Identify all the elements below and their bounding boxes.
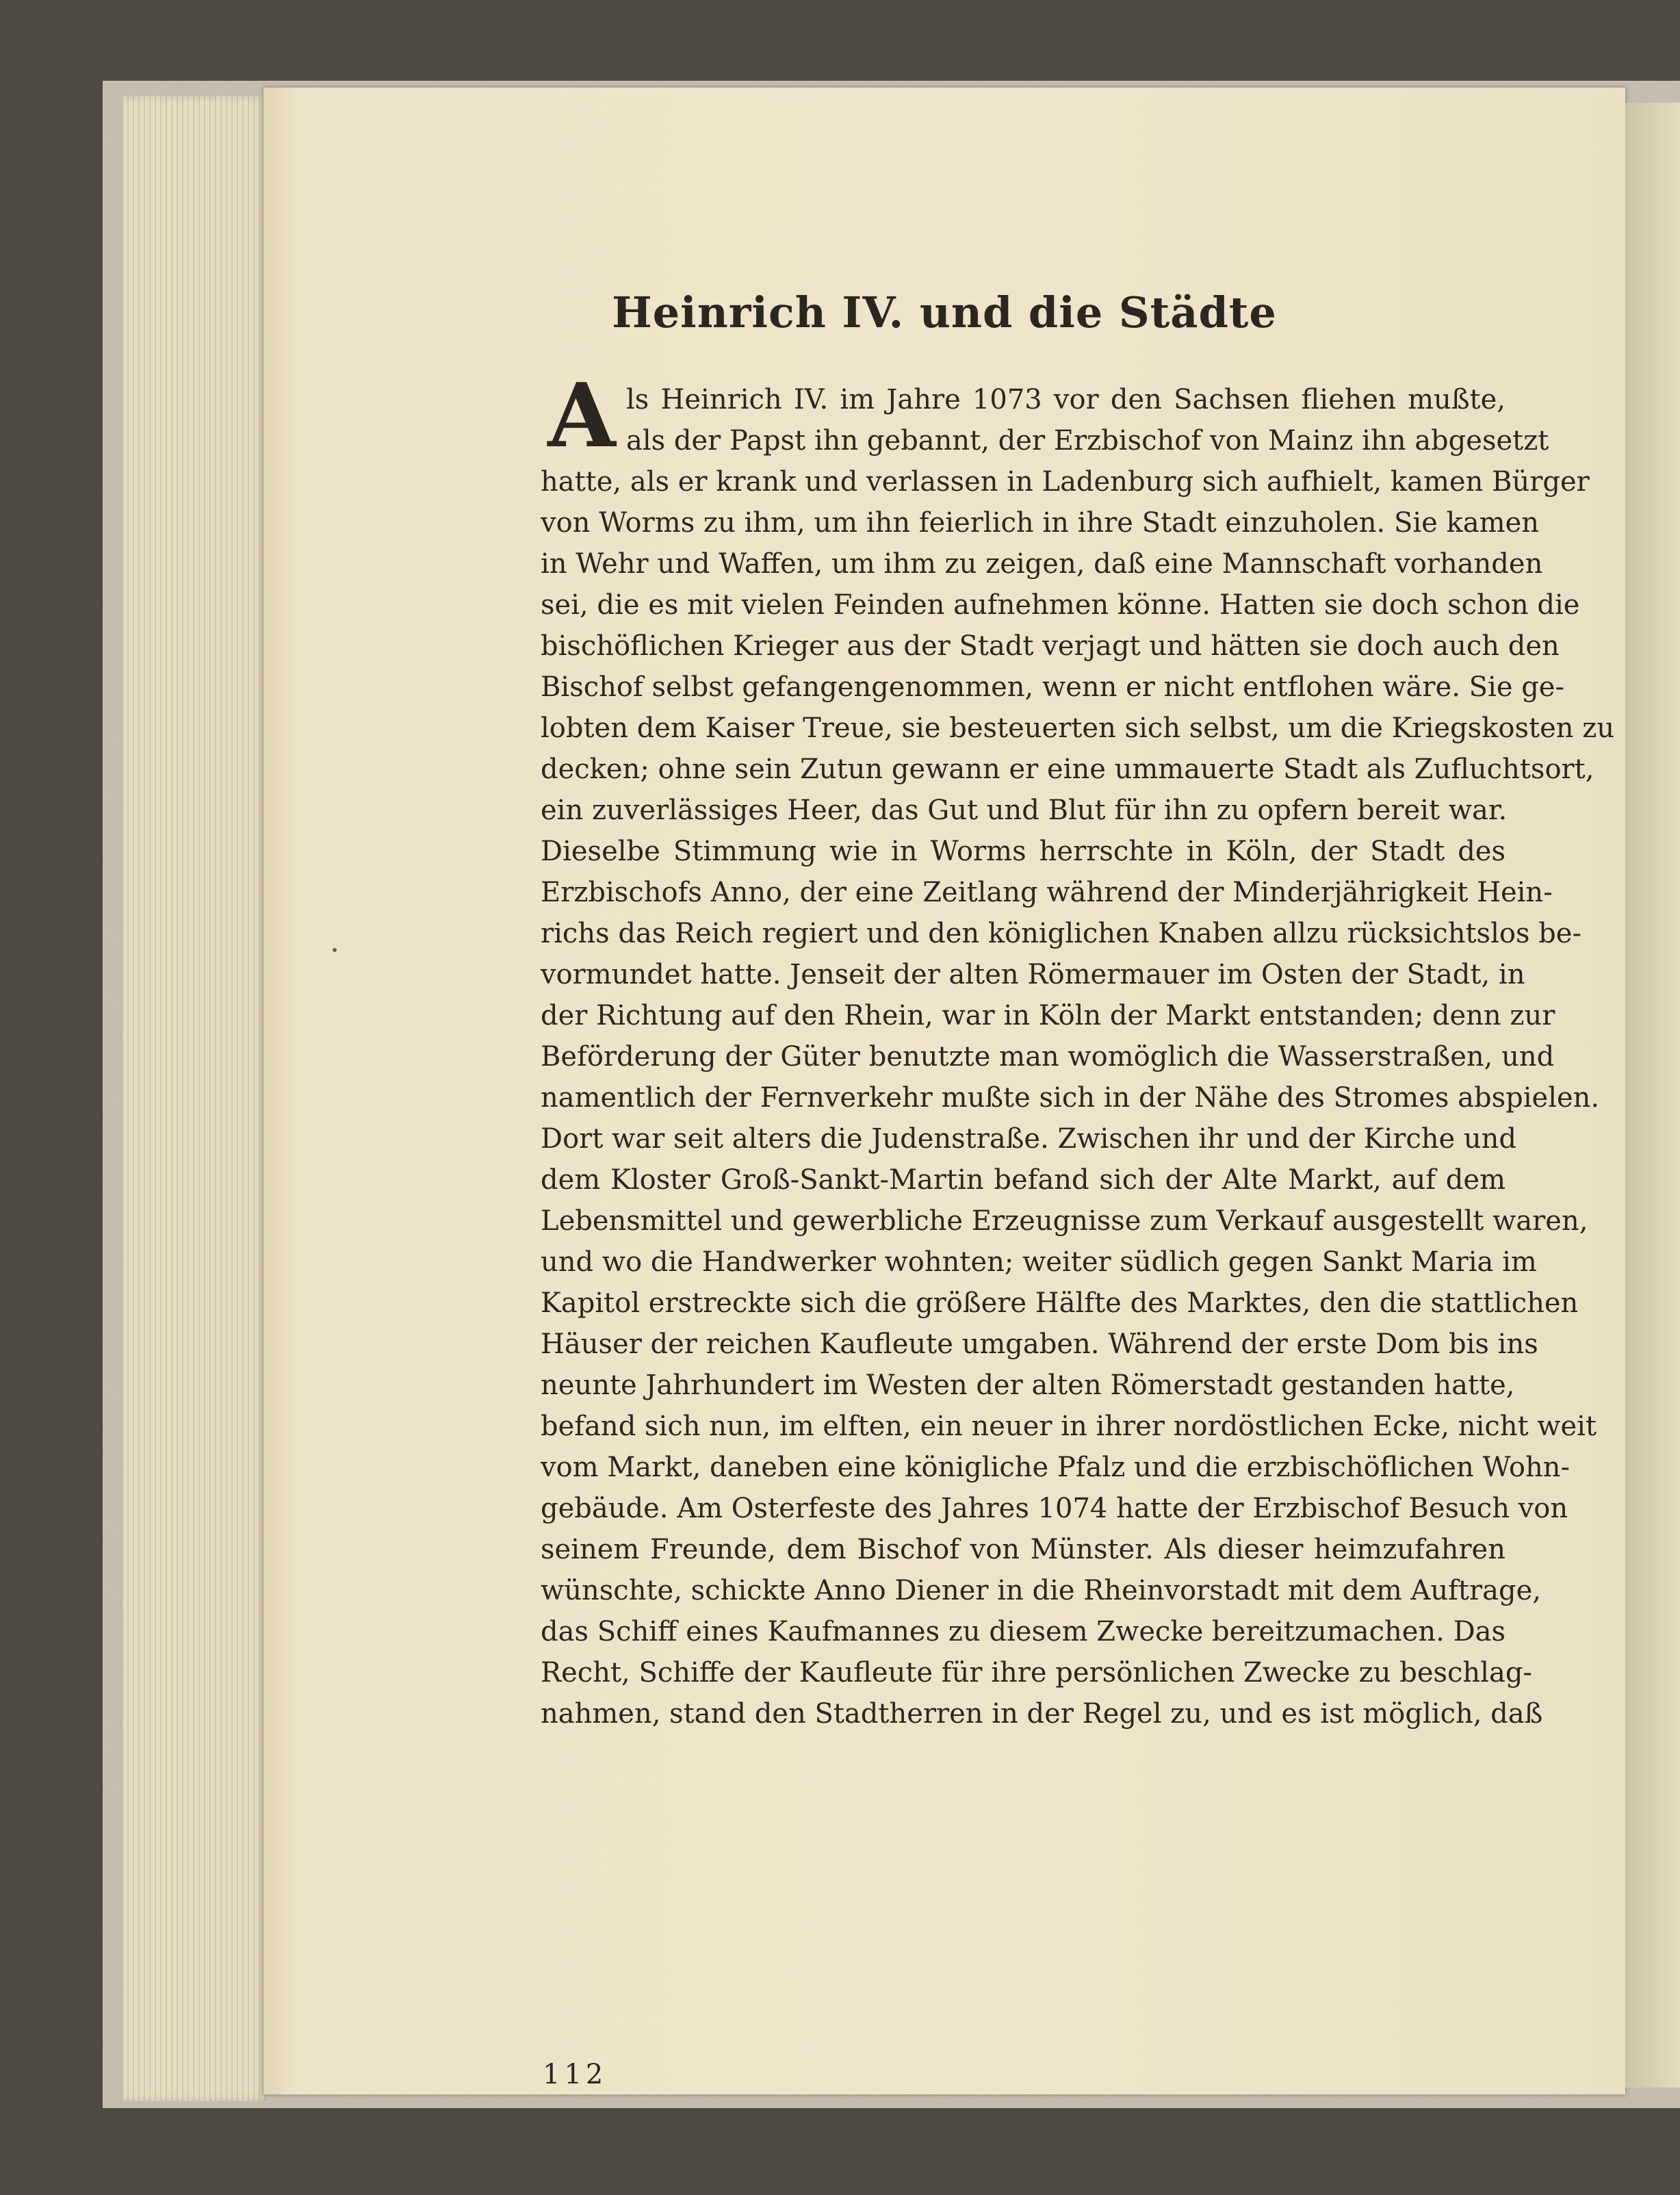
text-line: Häuser der reichen Kaufleute umgaben. Während der erste Dom bis ins bbox=[541, 1328, 1538, 1360]
text-line: neunte Jahrhundert im Westen der alten Römerstadt gestanden hatte, bbox=[541, 1370, 1515, 1401]
text-line: hatte, als er krank und verlassen in Ladenburg sich aufhielt, kamen Bürger bbox=[541, 466, 1590, 498]
text-line: decken; ohne sein Zutun gewann er eine ummauerte Stadt als Zufluchtsort, bbox=[541, 754, 1594, 785]
page-number: 112 bbox=[543, 2059, 608, 2090]
text-line: ein zuverlässiges Heer, das Gut und Blut für ihn zu opfern bereit war. bbox=[541, 795, 1508, 826]
text-line: dem Kloster Groß-Sankt-Martin befand sich der Alte Markt, auf dem bbox=[541, 1164, 1505, 1196]
text-line: Kapitol erstreckte sich die größere Hälfte des Marktes, den die stattlichen bbox=[541, 1287, 1579, 1319]
text-line: vormundet hatte. Jenseit der alten Römermauer im Osten der Stadt, in bbox=[541, 959, 1525, 990]
chapter-title: Heinrich IV. und die Städte bbox=[612, 287, 1277, 337]
text-line: Lebensmittel und gewerbliche Erzeugnisse zum Verkauf ausgestellt waren, bbox=[541, 1205, 1588, 1237]
text-line: Beförderung der Güter benutzte man womöglich die Wasserstraßen, und bbox=[541, 1041, 1555, 1073]
text-line: befand sich nun, im elften, ein neuer in ihrer nordöstlichen Ecke, nicht weit bbox=[541, 1411, 1597, 1442]
text-line: der Richtung auf den Rhein, war in Köln der Markt entstanden; denn zur bbox=[541, 1000, 1555, 1031]
text-line: gebäude. Am Osterfeste des Jahres 1074 hatte der Erzbischof Besuch von bbox=[541, 1493, 1568, 1524]
text-line: Recht, Schiffe der Kaufleute für ihre persönlichen Zwecke zu beschlag- bbox=[541, 1657, 1532, 1689]
text-line: Dort war seit alters die Judenstraße. Zwischen ihr und der Kirche und bbox=[541, 1123, 1517, 1155]
text-line: wünschte, schickte Anno Diener in die Rheinvorstadt mit dem Auftrage, bbox=[541, 1575, 1541, 1606]
text-line: Dieselbe Stimmung wie in Worms herrschte in Köln, der Stadt des bbox=[541, 836, 1505, 867]
text-line: von Worms zu ihm, um ihn feierlich in ihre Stadt einzuholen. Sie kamen bbox=[541, 507, 1540, 539]
text-line: richs das Reich regiert und den königlichen Knaben allzu rücksichtslos be- bbox=[541, 918, 1581, 949]
facing-page-edge bbox=[1625, 103, 1680, 2088]
text-line: Erzbischofs Anno, der eine Zeitlang während der Minderjährigkeit Hein- bbox=[541, 877, 1553, 908]
text-line: und wo die Handwerker wohnten; weiter südlich gegen Sankt Maria im bbox=[541, 1246, 1537, 1278]
page-edges bbox=[123, 96, 267, 2101]
text-line: sei, die es mit vielen Feinden aufnehmen könne. Hatten sie doch schon die bbox=[541, 589, 1580, 621]
drop-cap: A bbox=[547, 365, 616, 467]
text-line: in Wehr und Waffen, um ihm zu zeigen, daß eine Mannschaft vorhanden bbox=[541, 548, 1543, 580]
text-line: bischöflichen Krieger aus der Stadt verjagt und hätten sie doch auch den bbox=[541, 630, 1560, 662]
text-line: namentlich der Fernverkehr mußte sich in der Nähe des Stromes abspielen. bbox=[541, 1082, 1600, 1114]
text-line: das Schiff eines Kaufmannes zu diesem Zwecke bereitzumachen. Das bbox=[541, 1616, 1506, 1647]
text-line: als der Papst ihn gebannt, der Erzbischof von Mainz ihn abgesetzt bbox=[626, 425, 1549, 457]
body-text bbox=[541, 379, 1615, 1734]
text-line: vom Markt, daneben eine königliche Pfalz und die erzbischöflichen Wohn- bbox=[541, 1452, 1570, 1483]
margin-mark bbox=[333, 948, 337, 952]
text-line: seinem Freunde, dem Bischof von Münster. Als dieser heimzufahren bbox=[541, 1534, 1505, 1565]
text-line: ls Heinrich IV. im Jahre 1073 vor den Sachsen fliehen mußte, bbox=[626, 384, 1505, 415]
text-line: nahmen, stand den Stadtherren in der Regel zu, und es ist möglich, daß bbox=[541, 1698, 1543, 1730]
text-line: Bischof selbst gefangengenommen, wenn er nicht entflohen wäre. Sie ge- bbox=[541, 671, 1564, 703]
text-line: lobten dem Kaiser Treue, sie besteuerten sich selbst, um die Kriegskosten zu bbox=[541, 713, 1615, 744]
